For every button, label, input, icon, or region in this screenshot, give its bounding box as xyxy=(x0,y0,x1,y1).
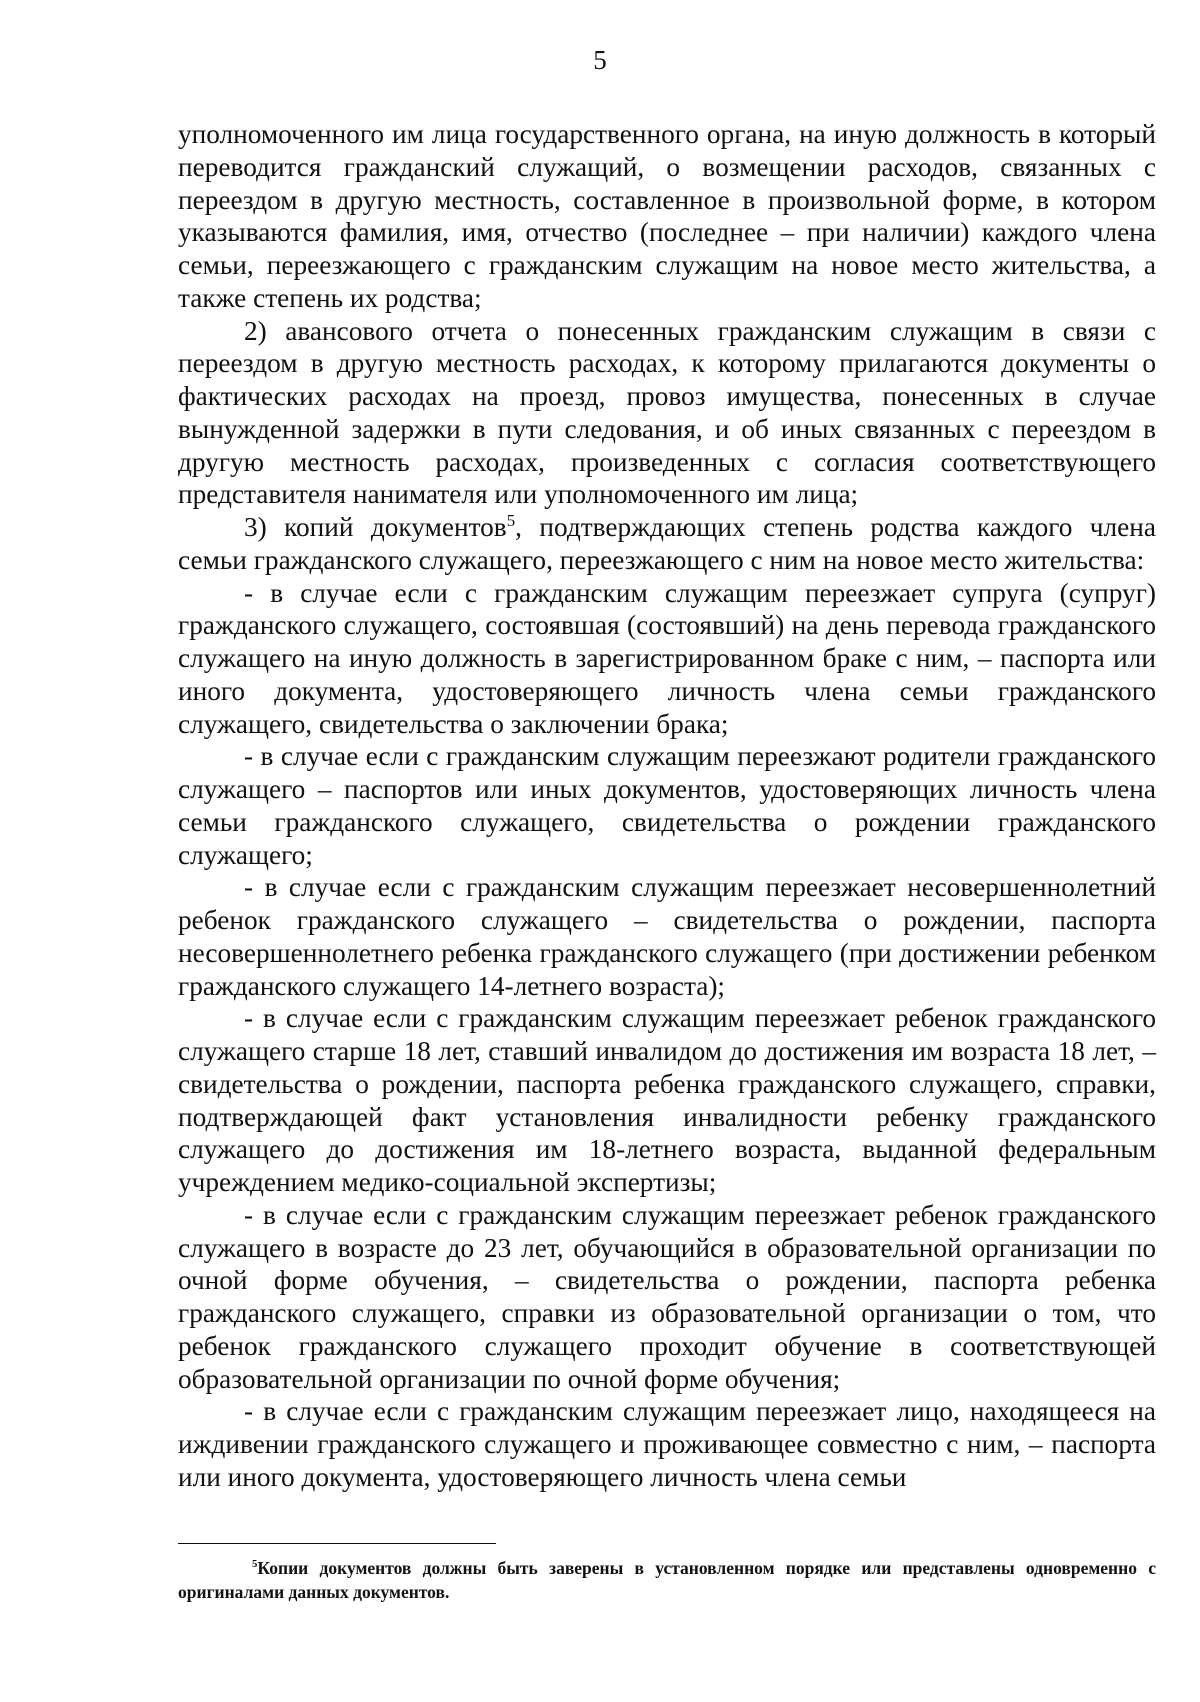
list-item-parents: - в случае если с гражданским служащим переезжают родители гражданского служащего – паспортов или иных документов, удостоверяющих личность члена семьи гражданского служащего, свидетельства о рождении гражданского служащего; xyxy=(178,741,1156,870)
document-body xyxy=(178,118,1156,1494)
footnote xyxy=(178,1556,1156,1604)
page-number: 5 xyxy=(593,45,607,75)
list-item-dependent: - в случае если с гражданским служащим переезжает лицо, находящееся на иждивении гражданского служащего и проживающее совместно с ним, – паспорта или иного документа, удостоверяющего личность члена семьи xyxy=(178,1396,1156,1492)
paragraph-continuation: уполномоченного им лица государственного органа, на иную должность в который переводится гражданский служащий, о возмещении расходов, связанных с переездом в другую местность, составленное в произвольной форме, в котором указываются фамилия, имя, отчество (последнее – при наличии) каждого члена семьи, переезжающего с гражданским служащим на новое место жительства, а также степень их родства; xyxy=(178,119,1156,313)
list-item-minor-child: - в случае если с гражданским служащим переезжает несовершеннолетний ребенок гражданского служащего – свидетельства о рождении, паспорта несовершеннолетнего ребенка гражданского служащего (при достижении ребенком гражданского служащего 14-летнего возраста); xyxy=(178,872,1156,1001)
list-item-disabled-child: - в случае если с гражданским служащим переезжает ребенок гражданского служащего старше 18 лет, ставший инвалидом до достижения им возраста 18 лет, – свидетельства о рождении, паспорта ребенка гражданского служащего, справки, подтверждающей факт установления инвалидности ребенку гражданского служащего до достижения им 18-летнего возраста, выданной федеральным учреждением медико-социальной экспертизы; xyxy=(178,1003,1156,1197)
paragraph-item-2: 2) авансового отчета о понесенных гражданским служащим в связи с переездом в другую местность расходах, к которому прилагаются документы о фактических расходах на проезд, провоз имущества, понесенных в случае вынужденной задержки в пути следования, и об иных связанных с переездом в другую местность расходах, произведенных с согласия соответствующего представителя нанимателя или уполномоченного им лица; xyxy=(178,315,1156,510)
paragraph-item-3 xyxy=(178,511,1156,577)
list-item-spouse: - в случае если с гражданским служащим переезжает супруга (супруг) гражданского служащего, состоявшая (состоявший) на день перевода гражданского служащего на иную должность в зарегистрированном браке с ним, – паспорта или иного документа, удостоверяющего личность члена семьи гражданского служащего, свидетельства о заключении брака; xyxy=(178,577,1156,739)
footnote-mark: 5 xyxy=(252,1558,258,1571)
paragraph-item-3-text-after: , подтверждающих степень родства каждого члена семьи гражданского служащего, переезжающего с ним на новое место жительства: xyxy=(178,512,1156,575)
footnote-reference: 5 xyxy=(506,510,516,530)
paragraph-item-3-text-before: 3) копий документов xyxy=(244,512,507,542)
list-item-student-child: - в случае если с гражданским служащим переезжает ребенок гражданского служащего в возрасте до 23 лет, обучающийся в образовательной организации по очной форме обучения, – свидетельства о рождении, паспорта ребенка гражданского служащего, справки из образовательной организации о том, что ребенок гражданского служащего проходит обучение в соответствующей образовательной организации по очной форме обучения; xyxy=(178,1199,1156,1394)
footnote-text: Копии документов должны быть заверены в установленном порядке или представлены одновременно с оригиналами данных документов. xyxy=(178,1558,1156,1602)
footnote-separator xyxy=(178,1543,496,1544)
